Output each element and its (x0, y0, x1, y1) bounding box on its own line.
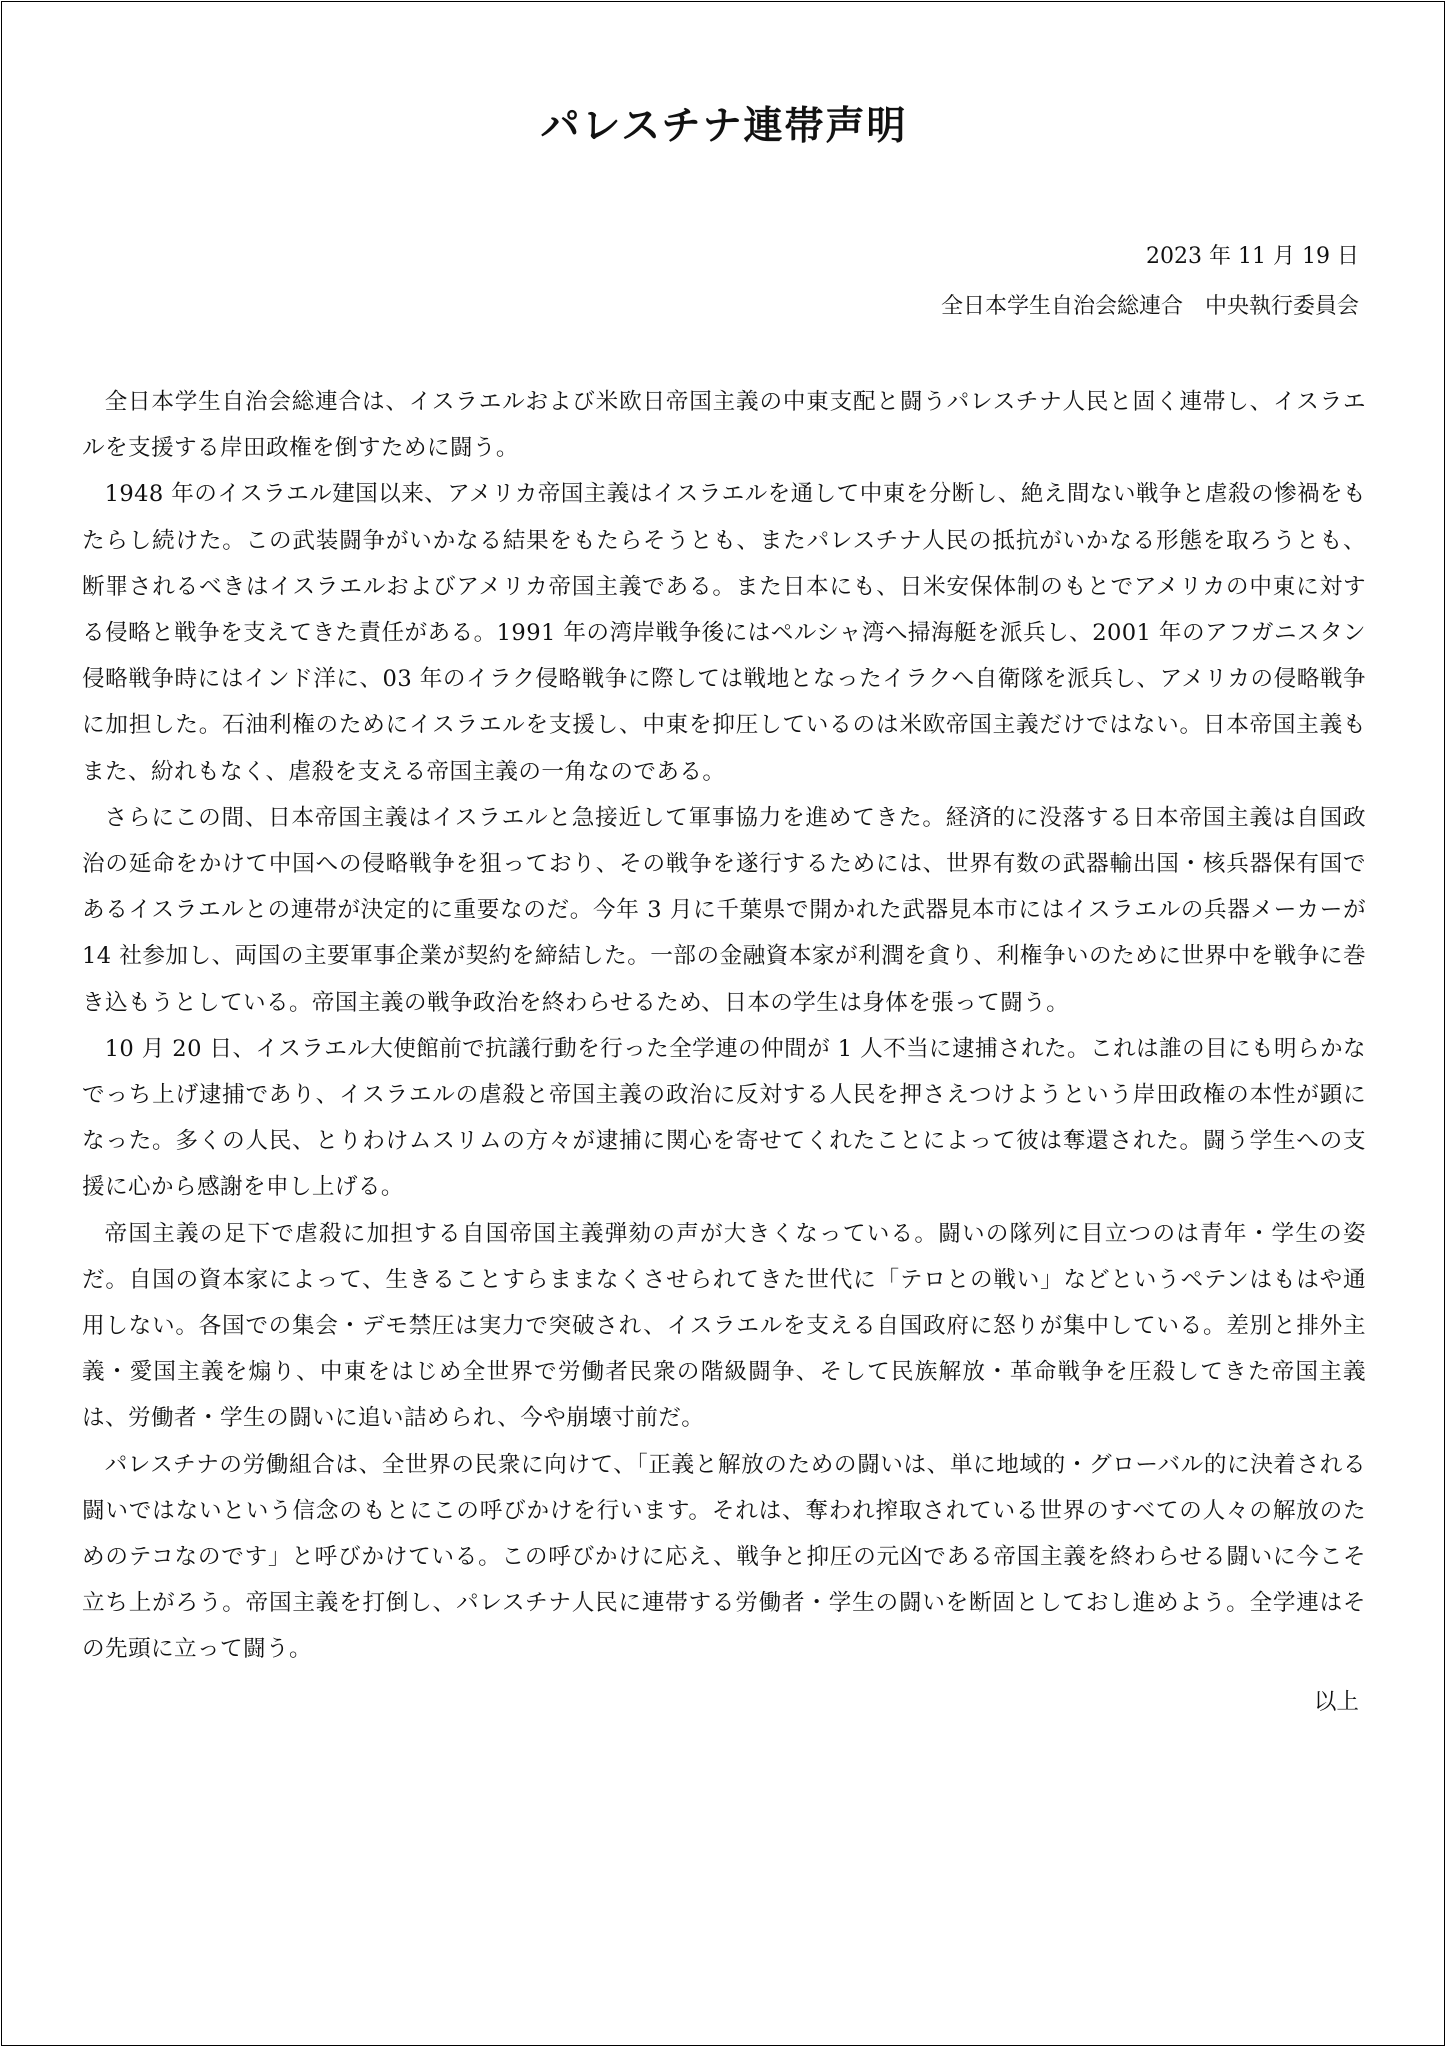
paragraph: 全日本学生自治会総連合は、イスラエルおよび米欧日帝国主義の中東支配と闘うパレスチナ人民と固く連帯し、イスラエルを支援する岸田政権を倒すために闘う。 (82, 389, 1366, 462)
paragraph: 帝国主義の足下で虐殺に加担する自国帝国主義弾劾の声が大きくなっている。闘いの隊列に目立つのは青年・学生の姿だ。自国の資本家によって、生きることすらままなくさせられてきた世代に「テロとの戦い」などというペテンはもはや通用しない。各国での集会・デモ禁圧は実力で突破され、イスラエルを支える自国政府に怒りが集中している。差別と排外主義・愛国主義を煽り、中東をはじめ全世界で労働者民衆の階級闘争、そして民族解放・革命戦争を圧殺してきた帝国主義は、労働者・学生の闘いに追い詰められ、今や崩壊寸前だ。 (82, 1220, 1366, 1432)
paragraph: 1948 年のイスラエル建国以来、アメリカ帝国主義はイスラエルを通して中東を分断し、絶え間ない戦争と虐殺の惨禍をもたらし続けた。この武装闘争がいかなる結果をもたらそうとも、またパレスチナ人民の抵抗がいかなる形態を取ろうとも、断罪されるべきはイスラエルおよびアメリカ帝国主義である。また日本にも、日米安保体制のもとでアメリカの中東に対する侵略と戦争を支えてきた責任がある。1991 年の湾岸戦争後にはペルシャ湾へ掃海艇を派兵し、2001 年のアフガニスタン侵略戦争時にはインド洋に、03 年のイラク侵略戦争に際しては戦地となったイラクへ自衛隊を派兵し、アメリカの侵略戦争に加担した。石油利権のためにイスラエルを支援し、中東を抑圧しているのは米欧帝国主義だけではない。日本帝国主義もまた、紛れもなく、虐殺を支える帝国主義の一角なのである。 (82, 481, 1366, 785)
statement-body (82, 379, 1366, 1673)
closing-mark: 以上 (1313, 1689, 1359, 1715)
paragraph: さらにこの間、日本帝国主義はイスラエルと急接近して軍事協力を進めてきた。経済的に没落する日本帝国主義は自国政治の延命をかけて中国への侵略戦争を狙っており、その戦争を遂行するためには、世界有数の武器輸出国・核兵器保有国であるイスラエルとの連帯が決定的に重要なのだ。今年 3 月に千葉県で開かれた武器見本市にはイスラエルの兵器メーカーが 14 社参加し、両国の主要軍事企業が契約を締結した。一部の金融資本家が利潤を貪り、利権争いのために世界中を戦争に巻き込もうとしている。帝国主義の戦争政治を終わらせるため、日本の学生は身体を張って闘う。 (82, 804, 1366, 1016)
paragraph: パレスチナの労働組合は、全世界の民衆に向けて、「正義と解放のための闘いは、単に地域的・グローバル的に決着される闘いではないという信念のもとにこの呼びかけを行います。それは、奪われ搾取されている世界のすべての人々の解放のためのテコなのです」と呼びかけている。この呼びかけに応え、戦争と抑圧の元凶である帝国主義を終わらせる闘いに今こそ立ち上がろう。帝国主義を打倒し、パレスチナ人民に連帯する労働者・学生の闘いを断固としておし進めよう。全学連はその先頭に立って闘う。 (82, 1451, 1366, 1663)
document-title: パレスチナ連帯声明 (540, 103, 908, 149)
document-date: 2023 年 11 月 19 日 (1146, 244, 1359, 269)
issuing-organization: 全日本学生自治会総連合 中央執行委員会 (940, 294, 1359, 319)
paragraph: 10 月 20 日、イスラエル大使館前で抗議行動を行った全学連の仲間が 1 人不当に逮捕された。これは誰の目にも明らかなでっち上げ逮捕であり、イスラエルの虐殺と帝国主義の政治に反対する人民を押さえつけようという岸田政権の本性が顕になった。多くの人民、とりわけムスリムの方々が逮捕に関心を寄せてくれたことによって彼は奪還された。闘う学生への支援に心から感謝を申し上げる。 (82, 1035, 1366, 1201)
